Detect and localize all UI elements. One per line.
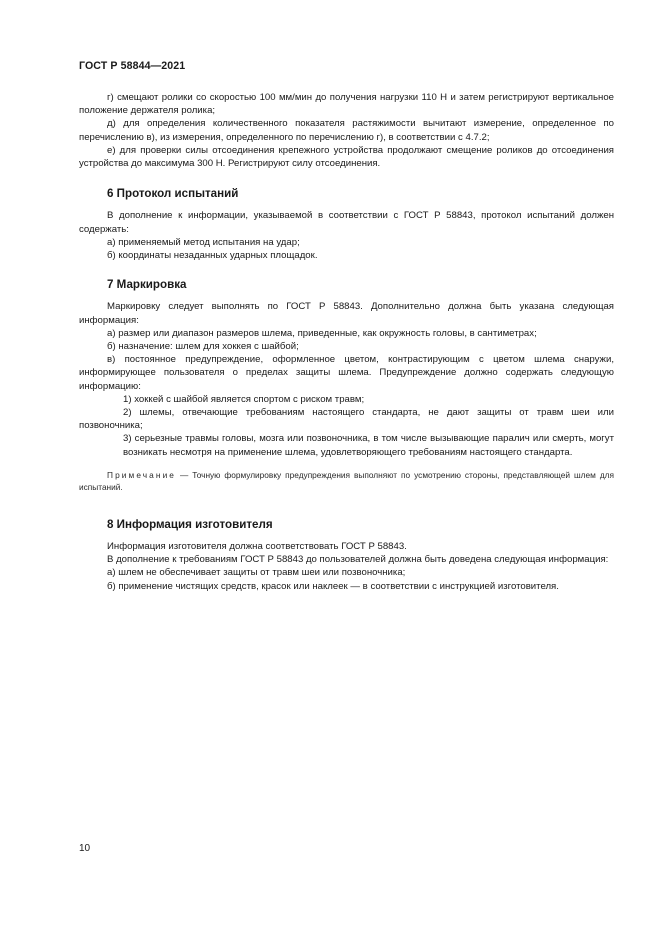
section-8-item-b: б) применение чистящих средств, красок или наклеек — в соответствии с инструкцией изготовителя.: [107, 580, 559, 592]
section-8-paragraph-2: В дополнение к требованиям ГОСТ Р 58843 до пользователей должна быть доведена следующая информация:: [107, 554, 609, 566]
section-7-heading: 7 Маркировка: [107, 278, 187, 292]
section-6-item-b: б) координаты незаданных ударных площадок.: [107, 250, 318, 262]
list-item-d: д) для определения количественного показателя растяжимости вычитают измерение, определенное по перечислению в), из измерения, определенного по перечислению г), в соответствии с 4.7.2;: [79, 118, 614, 143]
list-item-g: г) смещают ролики со скоростью 100 мм/мин до получения нагрузки 110 Н и затем регистрируют вертикальное положение держателя ролика;: [79, 92, 614, 117]
warning-item-2: 2) шлемы, отвечающие требованиям настоящего стандарта, не дают защиты от травм шеи или позвоночника;: [79, 407, 614, 432]
list-item-e: е) для проверки силы отсоединения крепежного устройства продолжают смещение роликов до отсоединения устройства до максимума 300 Н. Регистрируют силу отсоединения.: [79, 144, 614, 170]
section-7-item-c: в) постоянное предупреждение, оформленное цветом, контрастирующим с цветом шлема снаружи, информирующее пользователя о пределах защиты шлема. Предупреждение должно содержать следующую информацию:: [79, 354, 614, 392]
page-number: 10: [79, 843, 91, 854]
section-6-item-a: а) применяемый метод испытания на удар;: [107, 236, 300, 248]
section-7-intro: Маркировку следует выполнять по ГОСТ Р 58843. Дополнительно должна быть указана следующая информация:: [79, 301, 614, 326]
section-6-heading: 6 Протокол испытаний: [107, 187, 239, 201]
warning-item-3: 3) серьезные травмы головы, мозга или позвоночника, в том числе вызывающие паралич или смерть, могут возникать несмотря на применение шлема, удовлетворяющего требованиям настоящего стандарта.: [123, 433, 614, 458]
section-7-item-b: б) назначение: шлем для хоккея с шайбой;: [107, 341, 299, 353]
note: [79, 469, 614, 493]
section-6-intro: В дополнение к информации, указываемой в соответствии с ГОСТ Р 58843, протокол испытаний должен содержать:: [79, 210, 614, 235]
note-label: Примечание: [107, 469, 177, 480]
document-code-header: ГОСТ Р 58844—2021: [79, 60, 186, 72]
page-content: [79, 91, 614, 593]
section-8-paragraph-1: Информация изготовителя должна соответствовать ГОСТ Р 58843.: [107, 541, 407, 553]
warning-item-1: 1) хоккей с шайбой является спортом с риском травм;: [123, 393, 365, 405]
section-7-item-a: а) размер или диапазон размеров шлема, приведенные, как окружность головы, в сантиметрах;: [107, 327, 537, 339]
note-text: — Точную формулировку предупреждения выполняют по усмотрению стороны, представляющей шлем для испытаний.: [79, 469, 614, 492]
section-8-item-a: а) шлем не обеспечивает защиты от травм шеи или позвоночника;: [107, 567, 406, 579]
section-8-heading: 8 Информация изготовителя: [107, 517, 273, 531]
